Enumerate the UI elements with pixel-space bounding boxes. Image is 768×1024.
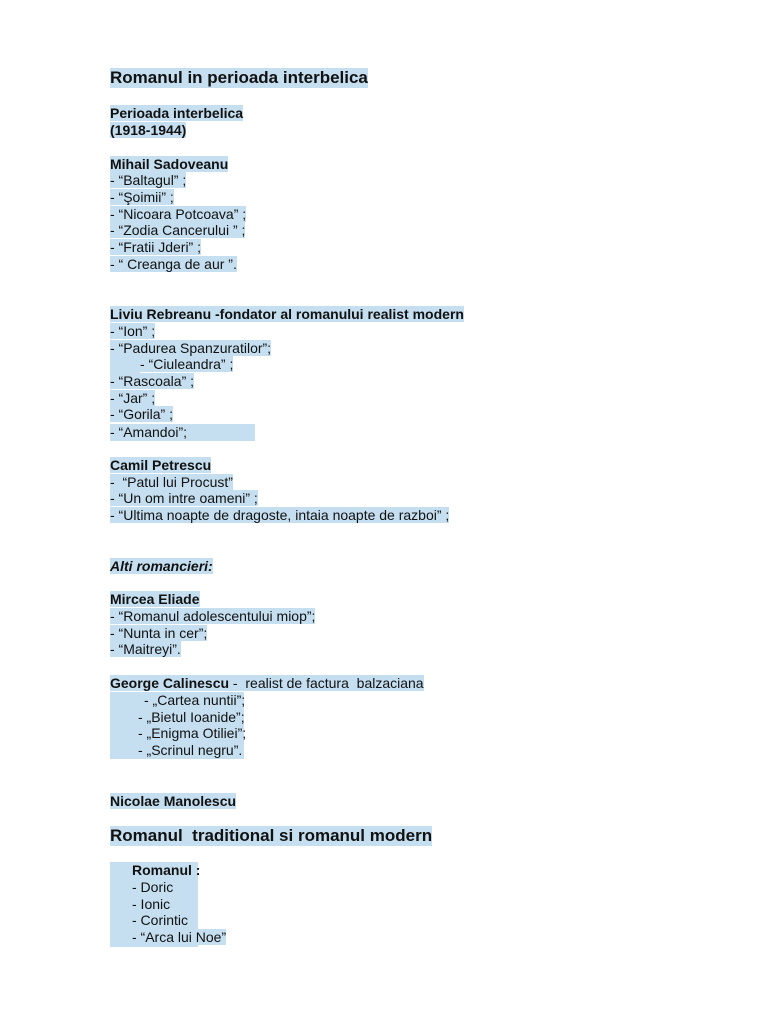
work-item: - “Zodia Cancerului ” ; (110, 222, 246, 238)
author-eliade: Mircea Eliade (110, 591, 200, 607)
work-item: - “Baltagul” ; (110, 172, 187, 188)
work-item: - “ Creanga de aur ”. (110, 256, 237, 272)
work-item: - “Ion” ; (110, 323, 156, 339)
romanul-heading: Romanul : (132, 862, 201, 878)
highlight-indent (110, 356, 140, 373)
work-item: - “Patul lui Procust” (110, 474, 233, 490)
work-item: - “Maitreyi”. (110, 641, 181, 657)
list-item: - “Arca lui Noe” (132, 929, 227, 945)
work-item: - “Rascoala” ; (110, 373, 195, 389)
work-item: - „Cartea nuntii”; (144, 692, 246, 708)
list-item: - Doric (132, 879, 174, 895)
list-item: - Ionic (132, 896, 171, 912)
page-title: Romanul in perioada interbelica (110, 68, 368, 87)
work-item: - “Jar” ; (110, 390, 156, 406)
work-item: - „Bietul Ioanide”; (138, 709, 245, 725)
period-heading: Perioada interbelica (110, 105, 244, 121)
work-item: - “Nunta in cer”; (110, 625, 208, 641)
work-item: - “Romanul adolescentului miop”; (110, 608, 316, 624)
section-title: Romanul traditional si romanul modern (110, 826, 433, 845)
author-rebreanu: Liviu Rebreanu -fondator al romanului realist modern (110, 306, 464, 322)
work-item: - “Şoimii” ; (110, 189, 174, 205)
author-calinescu: George Calinescu (110, 675, 230, 691)
author-petrescu: Camil Petrescu (110, 457, 212, 473)
work-item: - “Ciuleandra” ; (140, 356, 234, 372)
work-item: - “Gorila” ; (110, 406, 173, 422)
work-item: - „Scrinul negru”. (138, 742, 243, 758)
author-sadoveanu: Mihail Sadoveanu (110, 156, 229, 172)
work-item: - “Un om intre oameni” ; (110, 490, 258, 506)
work-item: - “Nicoara Potcoava” ; (110, 206, 247, 222)
list-item: - Corintic (132, 912, 189, 928)
work-item: - „Enigma Otiliei”; (138, 725, 247, 741)
period-years: (1918-1944) (110, 122, 187, 138)
work-item: - “Ultima noapte de dragoste, intaia noapte de razboi” ; (110, 507, 450, 523)
author-manolescu: Nicolae Manolescu (110, 793, 237, 809)
author-description: - realist de factura balzaciana (229, 675, 424, 691)
work-item: - “Padurea Spanzuratilor”; (110, 340, 272, 356)
author-calinescu-line (110, 675, 424, 691)
section-heading: Alti romancieri: (110, 558, 213, 574)
work-item: - “Amandoi”; (110, 424, 188, 440)
work-item: - “Fratii Jderi” ; (110, 239, 201, 255)
